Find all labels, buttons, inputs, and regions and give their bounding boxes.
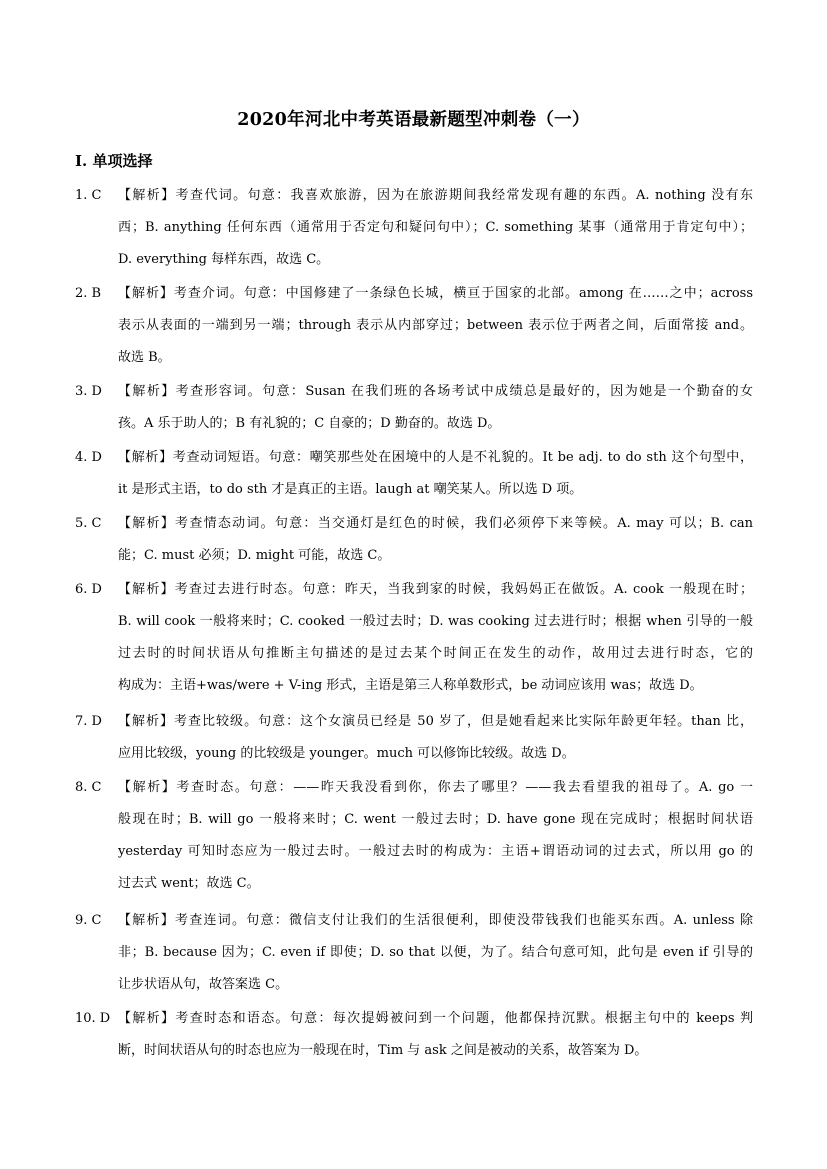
- explanation-line: 应用比较级，young 的比较级是 younger。much 可以修饰比较级。故选 D。: [118, 746, 575, 761]
- answer-item: [75, 508, 753, 572]
- explanation-line: it 是形式主语，to do sth 才是真正的主语。laugh at 嘲笑某人。所以选 D 项。: [118, 482, 583, 497]
- explanation-line: 【解析】考查形容词。句意：Susan 在我们班的各场考试中成绩总是最好的，因为她是一个勤奋的女: [118, 384, 753, 399]
- answer-number: 2. B: [75, 286, 102, 301]
- explanation-line: B. will cook 一般将来时；C. cooked 一般过去时；D. was cooking 过去进行时；根据 when 引导的一般: [118, 614, 753, 629]
- explanation-line: 【解析】考查情态动词。句意：当交通灯是红色的时候，我们必须停下来等候。A. may 可以；B. can: [118, 516, 753, 531]
- answer-number: 3. D: [75, 384, 102, 399]
- explanation-line: 表示从表面的一端到另一端；through 表示从内部穿过；between 表示位于两者之间，后面常接 and。: [118, 318, 753, 333]
- explanation-line: 孩。A 乐于助人的；B 有礼貌的；C 自豪的；D 勤奋的。故选 D。: [118, 416, 501, 431]
- answer-number: 6. D: [75, 582, 102, 597]
- answer-number: 8. C: [75, 780, 102, 795]
- explanation-line: 西；B. anything 任何东西（通常用于否定句和疑问句中）；C. something 某事（通常用于肯定句中）；: [118, 220, 753, 235]
- explanation-line: 般现在时；B. will go 一般将来时；C. went 一般过去时；D. have gone 现在完成时；根据时间状语: [118, 812, 753, 827]
- answer-number: 10. D: [75, 1011, 111, 1026]
- explanation-line: 【解析】考查时态。句意：——昨天我没看到你，你去了哪里？——我去看望我的祖母了。A. go 一: [118, 780, 753, 795]
- explanation-line: 【解析】考查动词短语。句意：嘲笑那些处在困境中的人是不礼貌的。It be adj. to do sth 这个句型中，: [118, 450, 753, 465]
- explanation-line: 过去式 went；故选 C。: [118, 876, 260, 891]
- explanation-line: 能；C. must 必须；D. might 可能，故选 C。: [118, 548, 391, 563]
- answer-number: 5. C: [75, 516, 102, 531]
- explanation-line: 断，时间状语从句的时态也应为一般现在时，Tim 与 ask 之间是被动的关系，故答案为 D。: [118, 1043, 648, 1058]
- explanation-line: 【解析】考查连词。句意：微信支付让我们的生活很便利，即使没带钱我们也能买东西。A. unless 除: [118, 913, 753, 928]
- answer-item: [75, 1003, 753, 1067]
- answer-item: [75, 278, 753, 374]
- answer-item: [75, 376, 753, 440]
- answer-item: [75, 180, 753, 276]
- explanation-line: D. everything 每样东西，故选 C。: [118, 252, 330, 267]
- explanation-line: 【解析】考查比较级。句意：这个女演员已经是 50 岁了，但是她看起来比实际年龄更年轻。than 比，: [118, 714, 753, 729]
- answer-number: 1. C: [75, 188, 102, 203]
- page-title: 2020年河北中考英语最新题型冲刺卷（一）: [237, 110, 590, 130]
- explanation-line: 【解析】考查时态和语态。句意：每次提姆被问到一个问题，他都保持沉默。根据主句中的 keeps 判: [118, 1011, 753, 1026]
- answer-number: 9. C: [75, 913, 102, 928]
- explanation-line: yesterday 可知时态应为一般过去时。一般过去时的构成为：主语+谓语动词的过去式，所以用 go 的: [118, 844, 753, 859]
- explanation-line: 故选 B。: [118, 350, 171, 365]
- answer-item: [75, 574, 753, 702]
- section-heading: I. 单项选择: [75, 152, 153, 170]
- explanation-line: 【解析】考查介词。句意：中国修建了一条绿色长城，横亘于国家的北部。among 在……之中；across: [118, 286, 753, 301]
- answer-number: 7. D: [75, 714, 102, 729]
- answer-item: [75, 905, 753, 1001]
- answer-item: [75, 706, 753, 770]
- explanation-line: 过去时的时间状语从句推断主句描述的是过去某个时间正在发生的动作，故用过去进行时态，它的: [118, 646, 753, 661]
- explanation-line: 【解析】考查代词。句意：我喜欢旅游，因为在旅游期间我经常发现有趣的东西。A. nothing 没有东: [118, 188, 753, 203]
- explanation-line: 让步状语从句，故答案选 C。: [118, 977, 289, 992]
- explanation-line: 构成为：主语+was/were + V-ing 形式，主语是第三人称单数形式，be 动词应该用 was；故选 D。: [118, 678, 703, 693]
- answer-number: 4. D: [75, 450, 102, 465]
- explanation-line: 非；B. because 因为；C. even if 即使；D. so that 以便，为了。结合句意可知，此句是 even if 引导的: [118, 945, 753, 960]
- answer-item: [75, 772, 753, 900]
- answer-item: [75, 442, 753, 506]
- explanation-line: 【解析】考查过去进行时态。句意：昨天，当我到家的时候，我妈妈正在做饭。A. cook 一般现在时；: [118, 582, 753, 597]
